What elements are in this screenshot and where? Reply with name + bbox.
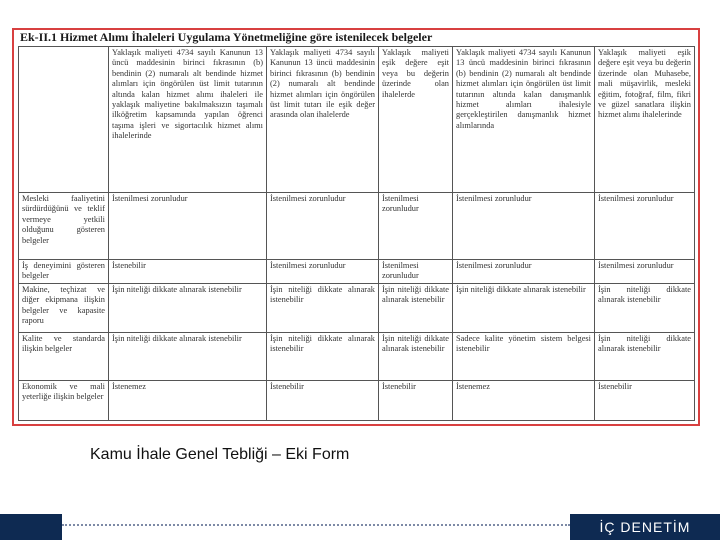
table-row — [19, 260, 695, 284]
table-cell: İşin niteliği dikkate alınarak istenebilir — [109, 283, 267, 332]
footer-label: İÇ DENETİM — [570, 514, 720, 540]
table-header-cell: Yaklaşık maliyeti eşik değere eşit veya bu değerin üzerinde olan Muhasebe, mali müşavirlik, mesleki eğitim, fotoğraf, film, fikri ve güzel sanatlara ilişkin hizmet alımı ihalelerinde — [595, 47, 695, 193]
table-row — [19, 283, 695, 332]
table-cell: İstenilmesi zorunludur — [267, 260, 379, 284]
footer-bar — [0, 514, 720, 540]
table-cell: İstenilmesi zorunludur — [379, 260, 453, 284]
table-cell: İstenemez — [453, 380, 595, 420]
table-cell: İş deneyimini gösteren belgeler — [19, 260, 109, 284]
table-cell: İstenilmesi zorunludur — [379, 193, 453, 260]
table-row — [19, 332, 695, 380]
table-cell: İstenemez — [109, 380, 267, 420]
requirements-table — [18, 46, 695, 421]
table-cell: İşin niteliği dikkate alınarak istenebilir — [267, 283, 379, 332]
slide-caption: Kamu İhale Genel Tebliği – Eki Form — [90, 446, 350, 463]
document-title: Ek-II.1 Hizmet Alımı İhaleleri Uygulama Yönetmeliğine göre istenilecek belgeler — [20, 30, 433, 44]
table-cell: İşin niteliği dikkate alınarak istenebilir — [267, 332, 379, 380]
table-row — [19, 380, 695, 420]
table-cell: Makine, teçhizat ve diğer ekipmana ilişkin belgeler ve kapasite raporu — [19, 283, 109, 332]
table-header-cell: Yaklaşık maliyeti 4734 sayılı Kanunun 13 üncü maddesinin birinci fıkrasının (b) bendinin (2) numaralı alt bendinde hizmet alımları için öngörülen üst limit tutarının altında kalan danışmanlık hizmet alımları ihalesiyle gerçekleştirilen danışmanlık hizmet alımlarında — [453, 47, 595, 193]
table-cell: İstenebilir — [109, 260, 267, 284]
table-cell: İşin niteliği dikkate alınarak istenebilir — [379, 283, 453, 332]
table-cell: Mesleki faaliyetini sürdürdüğünü ve teklif vermeye yetkili olduğunu gösteren belgeler — [19, 193, 109, 260]
table-cell: İstenilmesi zorunludur — [109, 193, 267, 260]
table-cell: Ekonomik ve mali yeterliğe ilişkin belgeler — [19, 380, 109, 420]
table-cell: İstenebilir — [267, 380, 379, 420]
table-cell: İşin niteliği dikkate alınarak istenebilir — [379, 332, 453, 380]
table-header-cell — [19, 47, 109, 193]
table-header-cell: Yaklaşık maliyeti 4734 sayılı Kanunun 13 üncü maddesinin birinci fıkrasının (b) bendinin (2) numaralı alt bendinde hizmet alımları için öngörülen üst limit tutarının altında kalan hizmet alımı ihaleleri ile yaklaşık maliyetine bakılmaksızın taşımalı ilköğretim kapsamında yapılan öğrenci taşıma işleri ve sigortacılık hizmet alımı ihalelerinde — [109, 47, 267, 193]
table-cell: İstenebilir — [595, 380, 695, 420]
footer-left-block — [0, 514, 62, 540]
table-cell: İstenebilir — [379, 380, 453, 420]
table-cell: İşin niteliği dikkate alınarak istenebilir — [595, 332, 695, 380]
table-cell: İşin niteliği dikkate alınarak istenebilir — [453, 283, 595, 332]
table-cell: Sadece kalite yönetim sistem belgesi istenebilir — [453, 332, 595, 380]
table-cell: İstenilmesi zorunludur — [595, 260, 695, 284]
table-cell: Kalite ve standarda ilişkin belgeler — [19, 332, 109, 380]
table-header-row — [19, 47, 695, 193]
table-cell: İstenilmesi zorunludur — [453, 193, 595, 260]
table-cell: İşin niteliği dikkate alınarak istenebilir — [109, 332, 267, 380]
table-row — [19, 193, 695, 260]
table-cell: İşin niteliği dikkate alınarak istenebilir — [595, 283, 695, 332]
table-cell: İstenilmesi zorunludur — [267, 193, 379, 260]
table-header-cell: Yaklaşık maliyeti 4734 sayılı Kanunun 13 üncü maddesinin birinci fıkrasının (b) bendinin (2) numaralı alt bendinde hizmet alımları için öngörülen üst limit tutarı ile eşik değer arasında olan ihalelerde — [267, 47, 379, 193]
table-header-cell: Yaklaşık maliyeti eşik değere eşit veya bu değerin üzerinde olan ihalelerde — [379, 47, 453, 193]
table-cell: İstenilmesi zorunludur — [595, 193, 695, 260]
table-cell: İstenilmesi zorunludur — [453, 260, 595, 284]
footer-dotted-divider — [62, 524, 570, 526]
